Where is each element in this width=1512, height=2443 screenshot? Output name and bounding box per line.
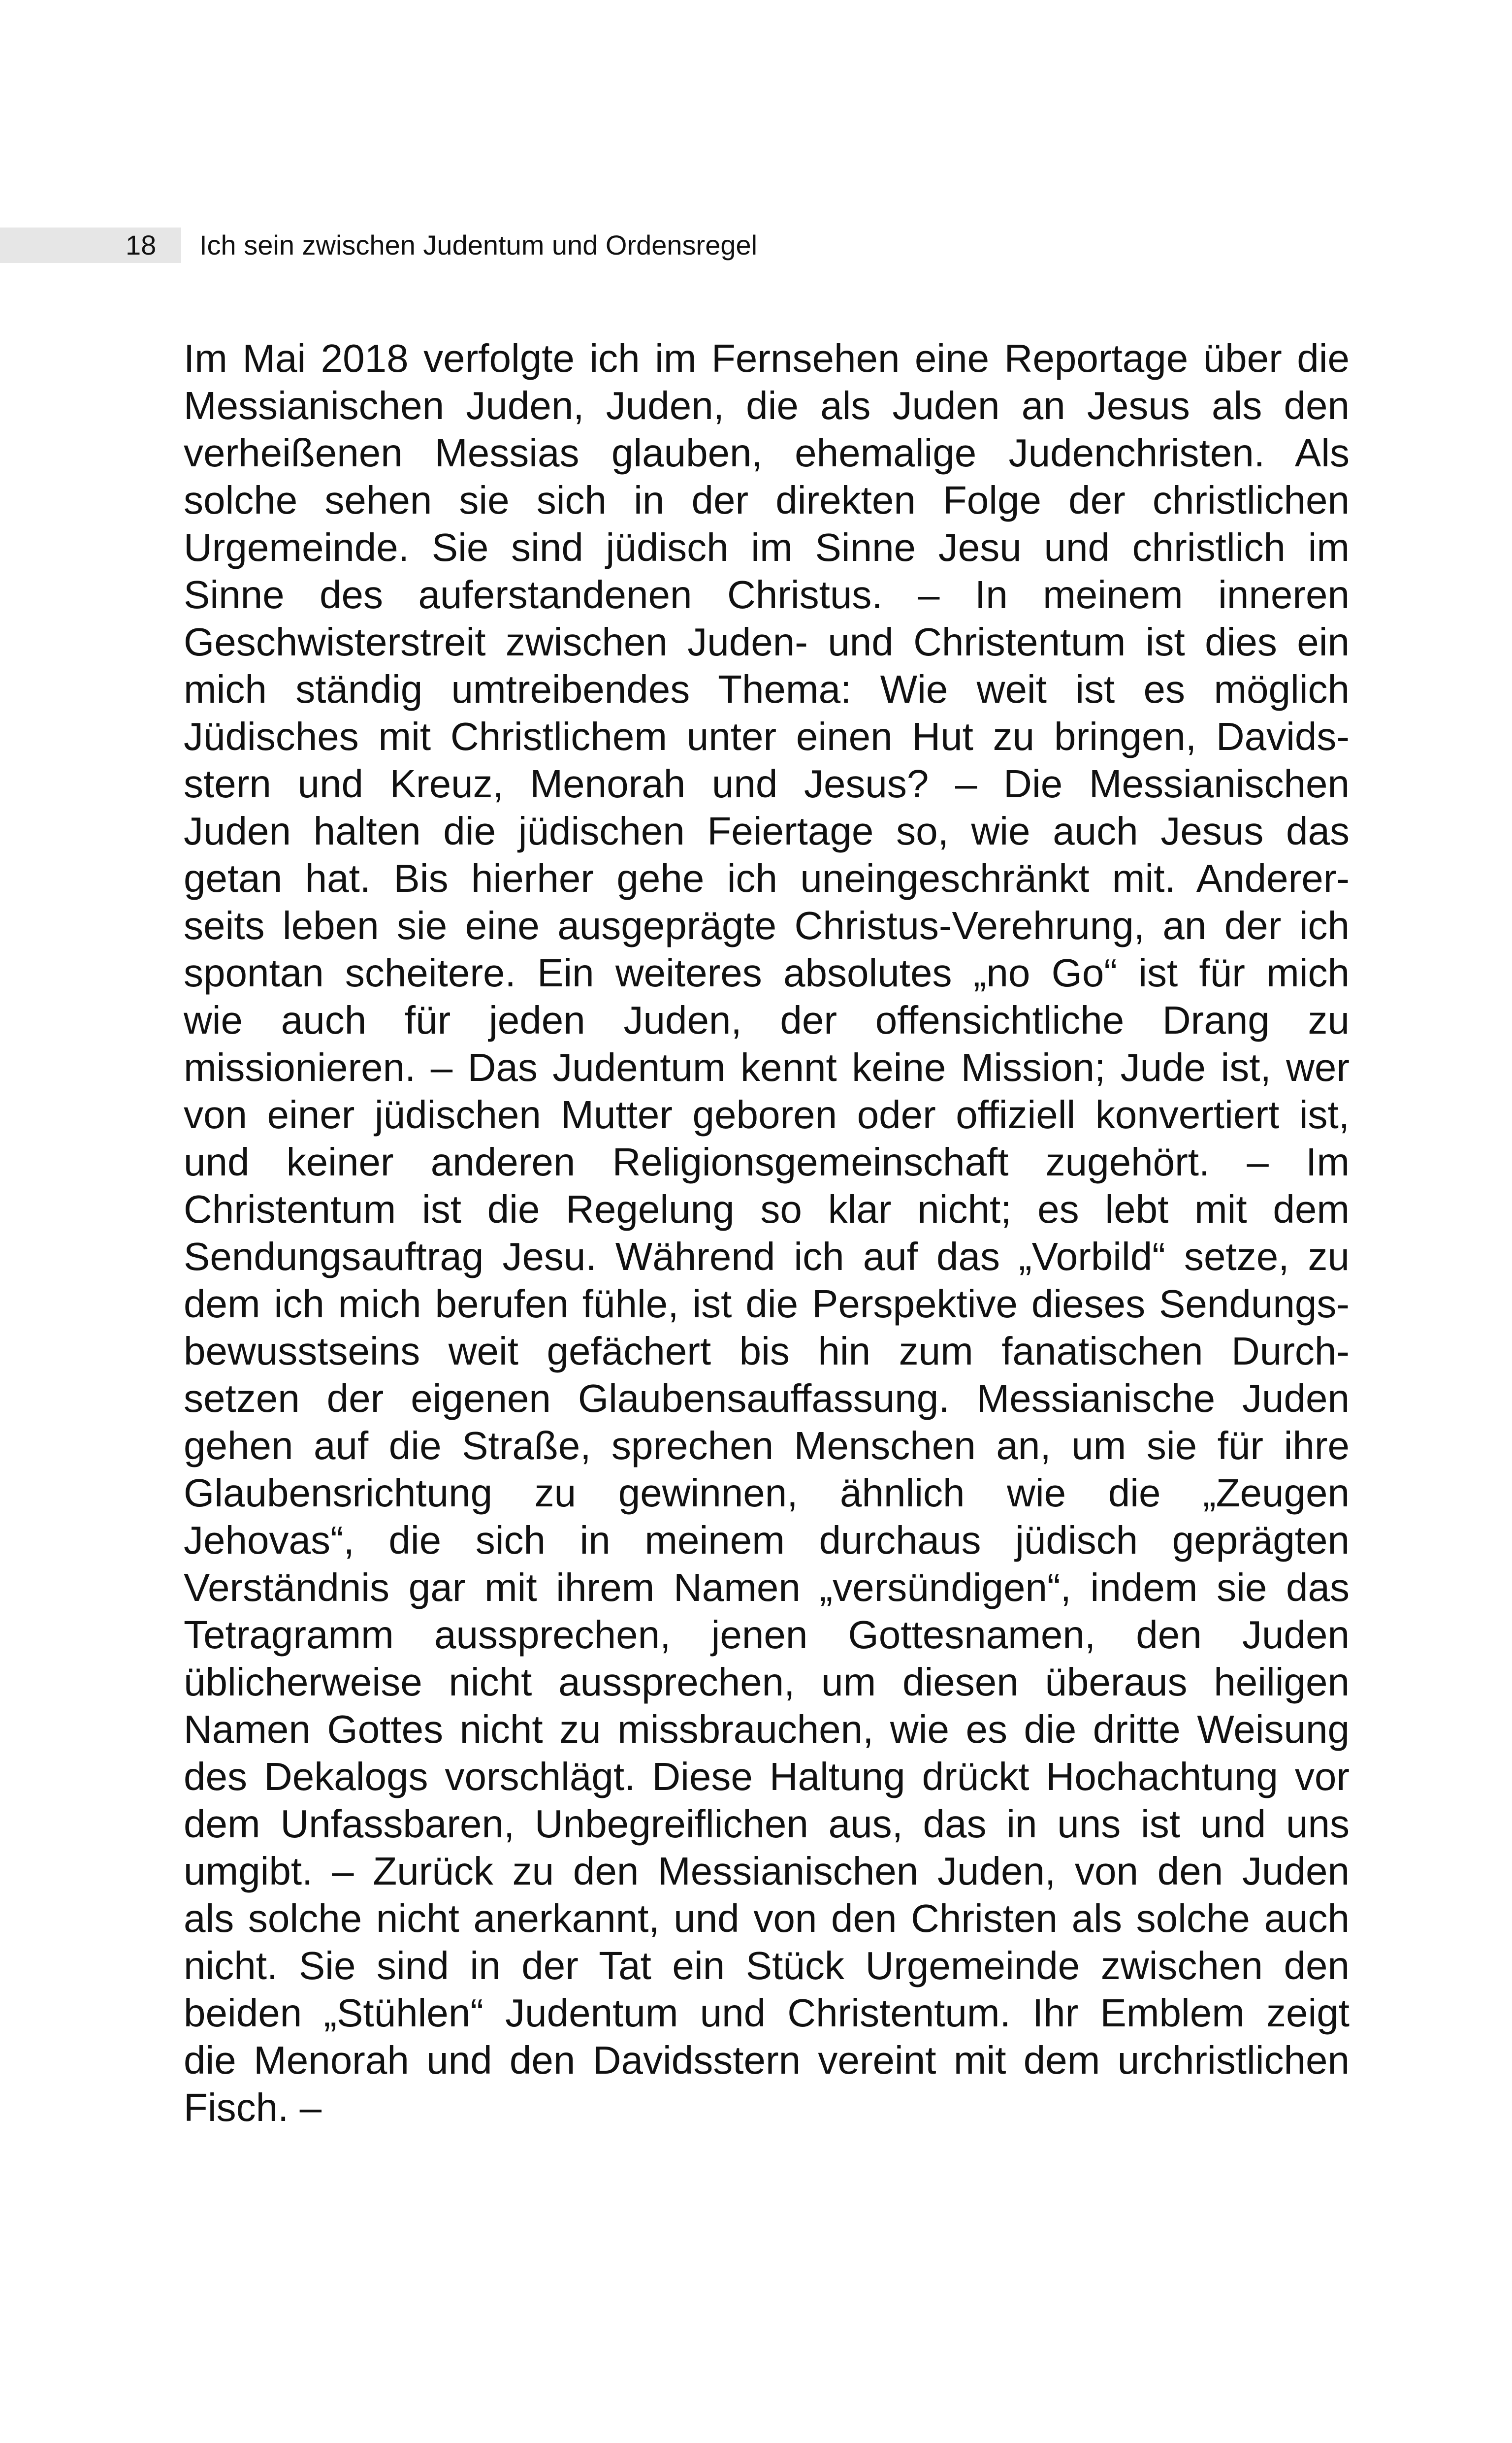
text-line: mich ständig umtreibendes Thema: Wie weit ist es möglich	[184, 667, 1350, 711]
text-line: Jehovas“, die sich in meinem durchaus jüdisch geprägten	[184, 1518, 1350, 1562]
text-line: dem ich mich berufen fühle, ist die Perspektive dieses Sendungs-	[184, 1282, 1350, 1326]
text-line: die Menorah und den Davidsstern vereint mit dem urchristlichen	[184, 2038, 1350, 2082]
text-line: spontan scheitere. Ein weiteres absolutes „no Go“ ist für mich	[184, 951, 1350, 995]
text-line: Tetragramm aussprechen, jenen Gottesnamen, den Juden	[184, 1613, 1350, 1657]
text-line: von einer jüdischen Mutter geboren oder offiziell konvertiert ist,	[184, 1093, 1350, 1137]
text-line: wie auch für jeden Juden, der offensichtliche Drang zu	[184, 998, 1350, 1042]
text-line: Verständnis gar mit ihrem Namen „versündigen“, indem sie das	[184, 1565, 1350, 1609]
text-line: und keiner anderen Religionsgemeinschaft zugehört. – Im	[184, 1140, 1350, 1184]
text-line: solche sehen sie sich in der direkten Folge der christlichen	[184, 478, 1350, 522]
text-line: Namen Gottes nicht zu missbrauchen, wie es die dritte Weisung	[184, 1707, 1350, 1751]
text-line: dem Unfassbaren, Unbegreiflichen aus, das in uns ist und uns	[184, 1802, 1350, 1846]
text-line: als solche nicht anerkannt, und von den Christen als solche auch	[184, 1896, 1350, 1940]
text-line: Im Mai 2018 verfolgte ich im Fernsehen eine Reportage über die	[184, 336, 1350, 380]
text-line: setzen der eigenen Glaubensauffassung. Messianische Juden	[184, 1376, 1350, 1420]
text-line: Jüdisches mit Christlichem unter einen Hut zu bringen, Davids-	[184, 715, 1350, 758]
running-title: Ich sein zwischen Judentum und Ordensregel	[199, 229, 758, 261]
text-line: seits leben sie eine ausgeprägte Christus-Verehrung, an der ich	[184, 904, 1350, 947]
text-line: Glaubensrichtung zu gewinnen, ähnlich wie die „Zeugen	[184, 1471, 1350, 1515]
text-line: Sinne des auferstandenen Christus. – In meinem inneren	[184, 573, 1350, 617]
text-line: beiden „Stühlen“ Judentum und Christentum. Ihr Emblem zeigt	[184, 1991, 1350, 2035]
text-line: missionieren. – Das Judentum kennt keine Mission; Jude ist, wer	[184, 1045, 1350, 1089]
page-number: 18	[126, 229, 157, 261]
body-text	[184, 335, 1350, 2131]
text-line: Urgemeinde. Sie sind jüdisch im Sinne Jesu und christlich im	[184, 525, 1350, 569]
text-line: Juden halten die jüdischen Feiertage so, wie auch Jesus das	[184, 809, 1350, 853]
text-line: Messianischen Juden, Juden, die als Juden an Jesus als den	[184, 384, 1350, 427]
text-line: getan hat. Bis hierher gehe ich uneingeschränkt mit. Anderer-	[184, 856, 1350, 900]
text-line: gehen auf die Straße, sprechen Menschen an, um sie für ihre	[184, 1424, 1350, 1467]
text-line: nicht. Sie sind in der Tat ein Stück Urgemeinde zwischen den	[184, 1944, 1350, 1987]
text-line: Christentum ist die Regelung so klar nicht; es lebt mit dem	[184, 1187, 1350, 1231]
text-line: umgibt. – Zurück zu den Messianischen Juden, von den Juden	[184, 1849, 1350, 1893]
text-line: verheißenen Messias glauben, ehemalige Judenchristen. Als	[184, 431, 1350, 475]
text-line-last: Fisch. –	[184, 2085, 322, 2129]
text-line: des Dekalogs vorschlägt. Diese Haltung drückt Hochachtung vor	[184, 1755, 1350, 1798]
text-line: stern und Kreuz, Menorah und Jesus? – Die Messianischen	[184, 762, 1350, 806]
text-line: bewusstseins weit gefächert bis hin zum fanatischen Durch-	[184, 1329, 1350, 1373]
text-line: Geschwisterstreit zwischen Juden- und Christentum ist dies ein	[184, 620, 1350, 664]
text-line: Sendungsauftrag Jesu. Während ich auf das „Vorbild“ setze, zu	[184, 1235, 1350, 1278]
text-line: üblicherweise nicht aussprechen, um diesen überaus heiligen	[184, 1660, 1350, 1704]
